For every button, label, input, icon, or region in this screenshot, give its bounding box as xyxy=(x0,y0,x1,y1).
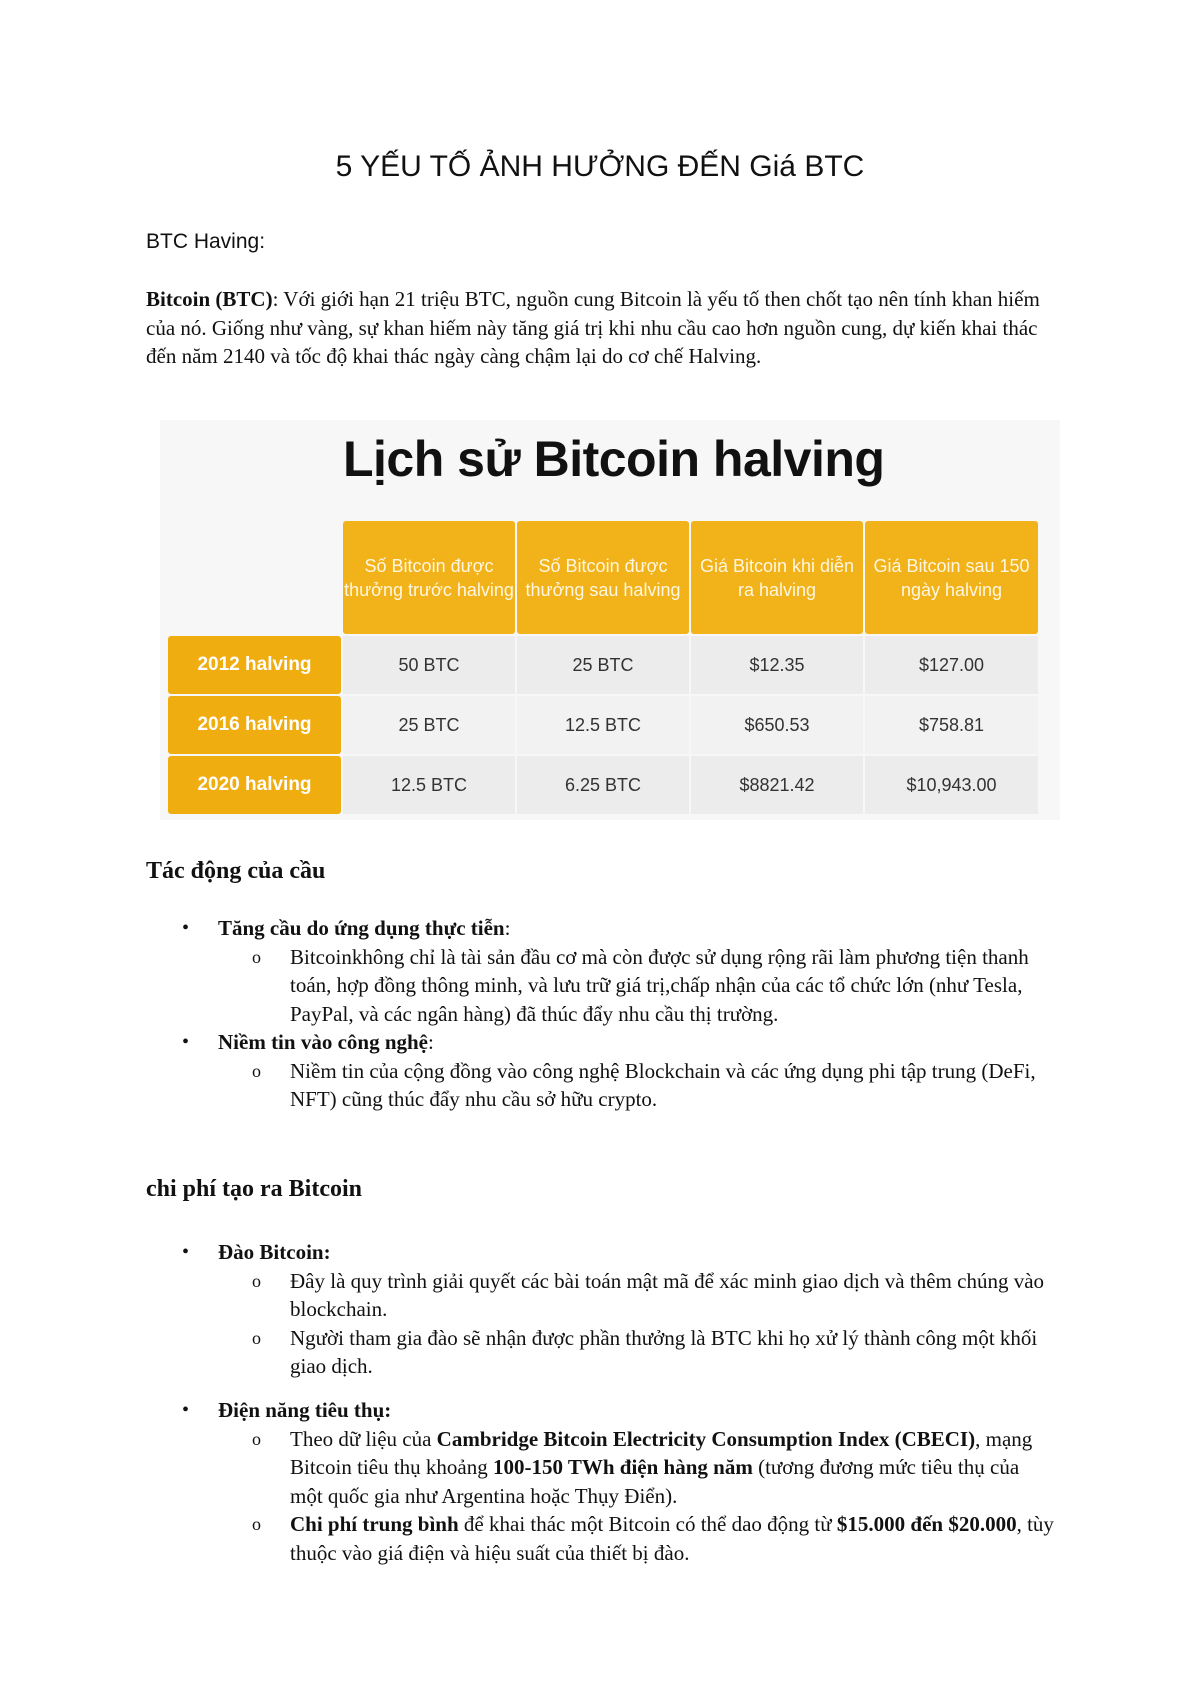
list-item-label: Tăng cầu do ứng dụng thực tiễn xyxy=(218,916,505,940)
section-heading-demand: Tác động của cầu xyxy=(146,858,326,884)
text-run: , mạng Bitcoin tiêu thụ khoảng xyxy=(290,1426,1033,1479)
table-cell: 12.5 BTC xyxy=(517,696,689,754)
sub-list xyxy=(218,1057,1056,1114)
list-item-suffix: : xyxy=(428,1030,434,1054)
table-header-cell: Số Bitcoin được thưởng trước halving xyxy=(343,521,515,634)
table-row-label: 2012 halving xyxy=(168,636,341,694)
table-header-cell: Giá Bitcoin sau 150 ngày halving xyxy=(865,521,1038,634)
list-item-label: Niềm tin vào công nghệ xyxy=(218,1030,428,1054)
text-run: (tương đương mức tiêu thụ của một quốc gia như Argentina hoặc Thụy Điển). xyxy=(290,1455,1020,1508)
document-title: 5 YẾU TỐ ẢNH HƯỞNG ĐẾN Giá BTC xyxy=(335,150,865,183)
sub-list-item xyxy=(218,1425,1056,1511)
list-item-suffix: : xyxy=(504,916,511,940)
table-cell: 12.5 BTC xyxy=(343,756,515,814)
cost-list-mining xyxy=(176,1238,1056,1381)
demand-list xyxy=(176,914,1056,1114)
halving-infographic xyxy=(160,420,1060,820)
text-run-bold: Cambridge Bitcoin Electricity Consumption Index (CBECI) xyxy=(436,1426,976,1451)
sub-list xyxy=(218,1267,1056,1381)
table-cell: $127.00 xyxy=(865,636,1038,694)
text-run: , tùy thuộc vào giá điện và hiệu suất của thiết bị đào. xyxy=(290,1512,1054,1565)
list-item-label: Đào Bitcoin: xyxy=(218,1240,331,1264)
table-row-label: 2016 halving xyxy=(168,696,341,754)
sub-list-item: o Bitcoinkhông chỉ là tài sản đầu cơ mà còn được sử dụng rộng rãi làm phương tiện thanh toán, hợp đồng thông minh, và lưu trữ giá trị,chấp nhận của các tổ chức lớn (như Tesla, PayPal, và các ngân hàng) đã thúc đẩy nhu cầu thị trường. xyxy=(218,943,1056,1029)
table-cell: $650.53 xyxy=(691,696,863,754)
list-item xyxy=(176,1238,1056,1381)
cost-list-power xyxy=(176,1396,1056,1567)
table-cell: 50 BTC xyxy=(343,636,515,694)
sub-list-item: o Niềm tin của cộng đồng vào công nghệ Blockchain và các ứng dụng phi tập trung (DeFi, NFT) cũng thúc đẩy nhu cầu sở hữu crypto. xyxy=(218,1057,1056,1114)
table-cell: $8821.42 xyxy=(691,756,863,814)
table-cell: 6.25 BTC xyxy=(517,756,689,814)
table-cell: $10,943.00 xyxy=(865,756,1038,814)
table-header-cell: Số Bitcoin được thưởng sau halving xyxy=(517,521,689,634)
list-item xyxy=(176,914,1056,1028)
section-label-btc-halving: BTC Having: xyxy=(146,230,266,253)
table-row-label: 2020 halving xyxy=(168,756,341,814)
text-run-bold: $15.000 đến $20.000 xyxy=(836,1512,1017,1536)
text-run-bold: Chi phí trung bình xyxy=(290,1512,459,1536)
table-cell: 25 BTC xyxy=(517,636,689,694)
sub-list xyxy=(218,1425,1056,1568)
infographic-title: Lịch sử Bitcoin halving xyxy=(343,431,885,487)
sub-list-item: o Người tham gia đào sẽ nhận được phần thưởng là BTC khi họ xử lý thành công một khối giao dịch. xyxy=(218,1324,1056,1381)
text-run-bold: 100-150 TWh điện hàng năm xyxy=(492,1455,753,1479)
table-cell: 25 BTC xyxy=(343,696,515,754)
intro-bold-term: Bitcoin (BTC) xyxy=(146,287,273,311)
table-cell: $758.81 xyxy=(865,696,1038,754)
intro-paragraph xyxy=(146,285,1046,371)
section-heading-cost: chi phí tạo ra Bitcoin xyxy=(146,1176,363,1202)
table-cell: $12.35 xyxy=(691,636,863,694)
text-run: để khai thác một Bitcoin có thể dao động từ xyxy=(458,1512,837,1536)
intro-text: : Với giới hạn 21 triệu BTC, nguồn cung Bitcoin là yếu tố then chốt tạo nên tính khan hiếm của nó. Giống như vàng, sự khan hiếm này tăng giá trị khi nhu cầu cao hơn nguồn cung, dự kiến khai thác đến năm 2140 và tốc độ khai thác ngày càng chậm lại do cơ chế Halving. xyxy=(146,287,1040,368)
sub-list xyxy=(218,943,1056,1029)
list-item xyxy=(176,1396,1056,1567)
sub-list-item: o Đây là quy trình giải quyết các bài toán mật mã để xác minh giao dịch và thêm chúng vào blockchain. xyxy=(218,1267,1056,1324)
text-run: Theo dữ liệu của xyxy=(290,1426,437,1451)
list-item xyxy=(176,1028,1056,1114)
sub-list-item xyxy=(218,1510,1056,1567)
list-item-label: Điện năng tiêu thụ: xyxy=(218,1398,392,1422)
table-header-cell: Giá Bitcoin khi diễn ra halving xyxy=(691,521,863,634)
